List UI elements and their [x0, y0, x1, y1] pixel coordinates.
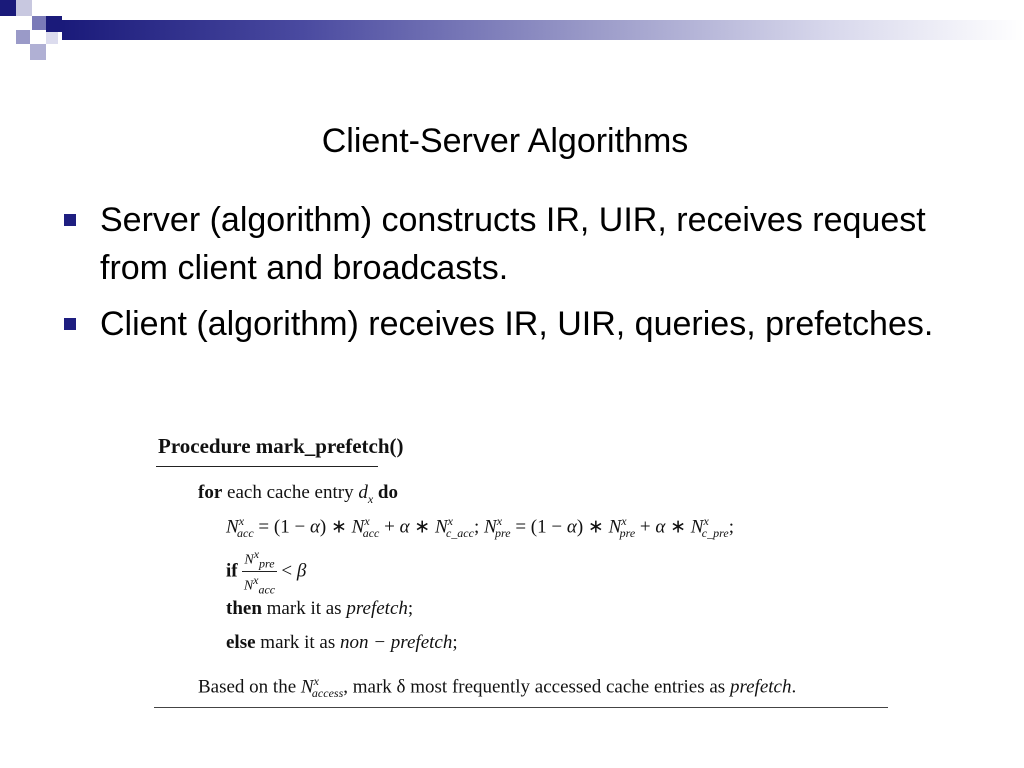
slide-title: Client-Server Algorithms	[321, 122, 689, 160]
procedure-formula-line: $N^x_{acc} = (1 - \alpha)$ ∗ $N^x_{acc} + \alpha$ ∗ $N^x_{c\_acc}$; $N^x_{pre} = (1 - \alpha)$ ∗ $N^x_{pre} + \alpha$ ∗ $N^x_{c\_pre}$;	[226, 514, 734, 541]
procedure-then-line: then mark it as prefetch;	[226, 598, 414, 619]
then-text: mark it as	[266, 598, 342, 619]
procedure-if-line: if $\frac{N^x_{pre}}{N^x_{acc}}$ < β	[226, 547, 307, 597]
procedure-title-underline	[156, 466, 378, 467]
bullet-item	[64, 196, 964, 292]
keyword-for: for	[198, 482, 223, 503]
deco-square	[46, 16, 62, 32]
footer-value: prefetch	[729, 676, 792, 698]
header-gradient-bar	[62, 20, 1024, 40]
keyword-then: then	[226, 598, 262, 619]
procedure-for-line	[198, 482, 398, 507]
deco-square	[16, 30, 30, 44]
keyword-do: do	[377, 482, 398, 503]
bullet-text: Client (algorithm) receives IR, UIR, queries, prefetches.	[100, 305, 934, 343]
then-value: prefetch	[346, 598, 408, 619]
for-variable: d	[358, 482, 368, 503]
for-text: each cache entry	[227, 482, 354, 503]
square-bullet-icon	[64, 214, 76, 226]
procedure-bottom-rule	[154, 707, 888, 708]
procedure-figure	[154, 434, 888, 710]
footer-middle: , mark δ most frequently accessed cache entries as	[343, 676, 726, 698]
bullet-item	[64, 300, 964, 348]
square-bullet-icon	[64, 318, 76, 330]
footer-prefix: Based on the	[198, 676, 297, 698]
for-variable-sub: x	[367, 491, 374, 506]
deco-square	[46, 32, 58, 44]
keyword-if: if	[226, 560, 238, 582]
deco-square	[16, 0, 32, 16]
procedure-else-line: else mark it as non − prefetch;	[226, 632, 458, 653]
bullet-text: Server (algorithm) constructs IR, UIR, receives request from client and broadcasts.	[100, 201, 926, 287]
keyword-else: else	[226, 632, 256, 653]
else-value: non − prefetch	[339, 632, 453, 653]
procedure-title: Procedure mark_prefetch()	[158, 434, 404, 458]
deco-square	[32, 16, 46, 30]
procedure-footer-line: Based on the $N^x_{access}$, mark δ most frequently accessed cache entries as prefetch.	[198, 674, 797, 701]
header-decoration	[0, 0, 1024, 64]
bullet-list	[64, 196, 964, 356]
else-text: mark it as	[260, 632, 336, 653]
deco-square	[0, 0, 16, 16]
ratio-fraction: $\frac{N^x_{pre}}{N^x_{acc}}$	[243, 547, 276, 597]
deco-square	[30, 44, 46, 60]
